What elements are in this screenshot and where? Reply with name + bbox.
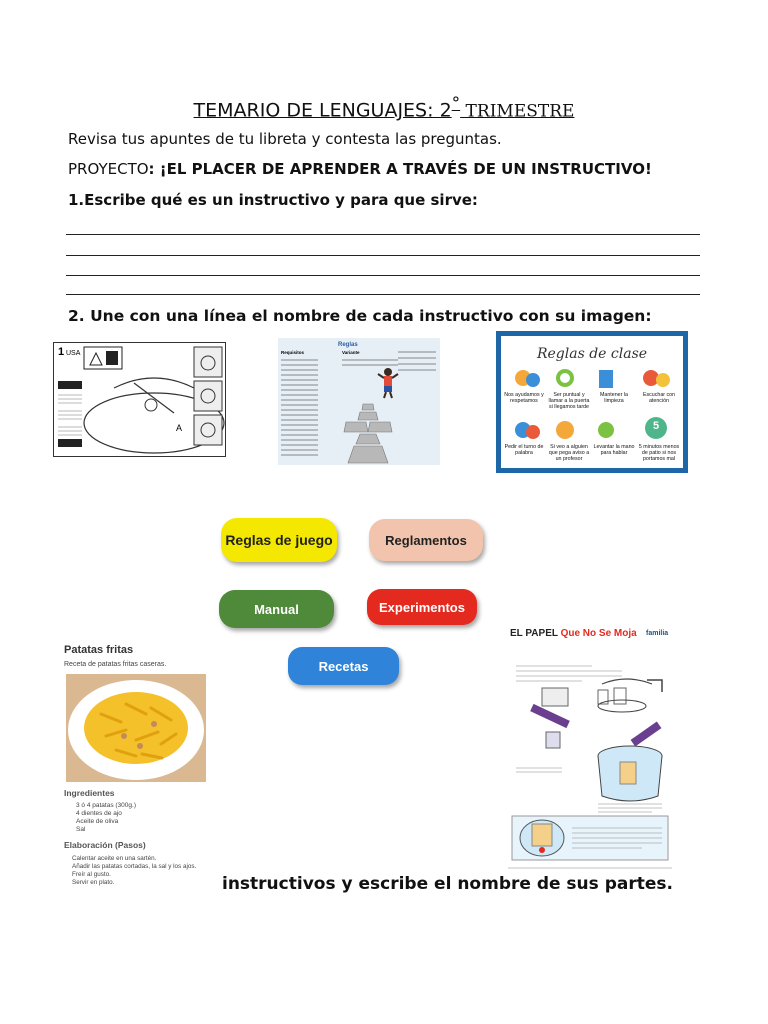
experiment-title <box>510 628 637 639</box>
intro-text: Revisa tus apuntes de tu libreta y contesta las preguntas. <box>68 130 502 148</box>
label-reglas-de-juego[interactable]: Reglas de juego <box>221 518 337 562</box>
class-rules-title: Reglas de clase <box>536 346 648 362</box>
title-rest: TRIMESTRE <box>460 101 575 122</box>
title-degree: ° <box>451 94 461 114</box>
rule-item: 5 minutos menos de patio si nos portamos mal <box>638 444 680 462</box>
rule-item: Pedir el turno de palabra <box>504 444 544 456</box>
label-recetas[interactable]: Recetas <box>288 647 399 685</box>
label-experimentos[interactable]: Experimentos <box>367 589 477 625</box>
recipe-title: Patatas fritas <box>64 644 134 656</box>
rule-item: Ser puntual y llamar a la puerta si llegamos tarde <box>548 392 590 410</box>
answer-line <box>66 255 700 256</box>
rule-item: Levantar la mano para hablar <box>593 444 635 456</box>
manual-image <box>53 342 226 457</box>
step-item: Añadir las patatas cortadas, la sal y los ajos. <box>72 863 197 870</box>
experiment-brand: familia <box>646 630 669 637</box>
recipe-ingredients-list <box>76 802 136 834</box>
step-item: Calentar aceite en una sartén. <box>72 855 157 862</box>
ingredient-item: Aceite de oliva <box>76 818 119 825</box>
rule-item: Mantener la limpieza <box>600 392 628 404</box>
label-manual[interactable]: Manual <box>219 590 334 628</box>
recipe-photo <box>66 674 206 782</box>
project-prefix: PROYECTO <box>68 160 149 178</box>
recipe-steps-list <box>72 855 196 887</box>
question-2: 2. Une con una línea el nombre de cada instructivo con su imagen: <box>68 307 652 325</box>
answer-line <box>66 234 700 235</box>
game-right-title: Variante <box>342 350 360 355</box>
label-reglamentos[interactable]: Reglamentos <box>369 519 483 561</box>
project-title: : ¡EL PLACER DE APRENDER A TRAVÉS DE UN INSTRUCTIVO! <box>148 160 652 178</box>
title-main: TEMARIO DE LENGUAJES: 2 <box>193 99 452 122</box>
game-rules-illustration <box>278 338 440 465</box>
game-left-title: Requisitos <box>281 350 305 355</box>
answer-line <box>66 294 700 295</box>
ingredient-item: 3 ó 4 patatas (300g.) <box>76 802 136 809</box>
page-title <box>0 94 768 121</box>
recipe-image <box>62 640 212 890</box>
game-header: Reglas <box>338 342 358 348</box>
ingredient-item: Sal <box>76 826 86 833</box>
experiment-title-part2: Que No Se Moja <box>560 628 637 639</box>
ingredient-item: 4 dientes de ajo <box>76 810 122 817</box>
recipe-subtitle: Receta de patatas fritas caseras. <box>64 661 167 668</box>
step-item: Freír al gusto. <box>72 871 111 878</box>
rule-item: Escuchar con atención <box>642 392 676 404</box>
manual-illustration <box>54 343 225 456</box>
class-rules-image <box>496 331 688 473</box>
experiment-title-part1: EL PAPEL <box>510 628 561 639</box>
rule-number: 5 <box>652 420 660 432</box>
manual-step-number: 1 <box>58 346 65 358</box>
game-rules-image <box>278 338 440 465</box>
manual-usa-label: USA <box>66 350 81 357</box>
experiment-image <box>502 624 678 874</box>
recipe-ingredients-title: Ingredientes <box>64 788 115 798</box>
class-rules-card <box>501 336 683 468</box>
project-line <box>68 160 652 178</box>
rule-item: Nos ayudamos y respetamos <box>504 392 544 404</box>
answer-line <box>66 275 700 276</box>
step-item: Servir en plato. <box>72 879 115 886</box>
question-1: 1.Escribe qué es un instructivo y para que sirve: <box>68 191 478 209</box>
manual-step-a: A <box>176 423 183 433</box>
question-3: instructivos y escribe el nombre de sus partes. <box>222 874 673 894</box>
experiment-illustration <box>502 644 678 874</box>
recipe-steps-title: Elaboración (Pasos) <box>64 840 146 850</box>
rule-item: Si veo a alguien que pega aviso a un profesor <box>548 444 590 462</box>
